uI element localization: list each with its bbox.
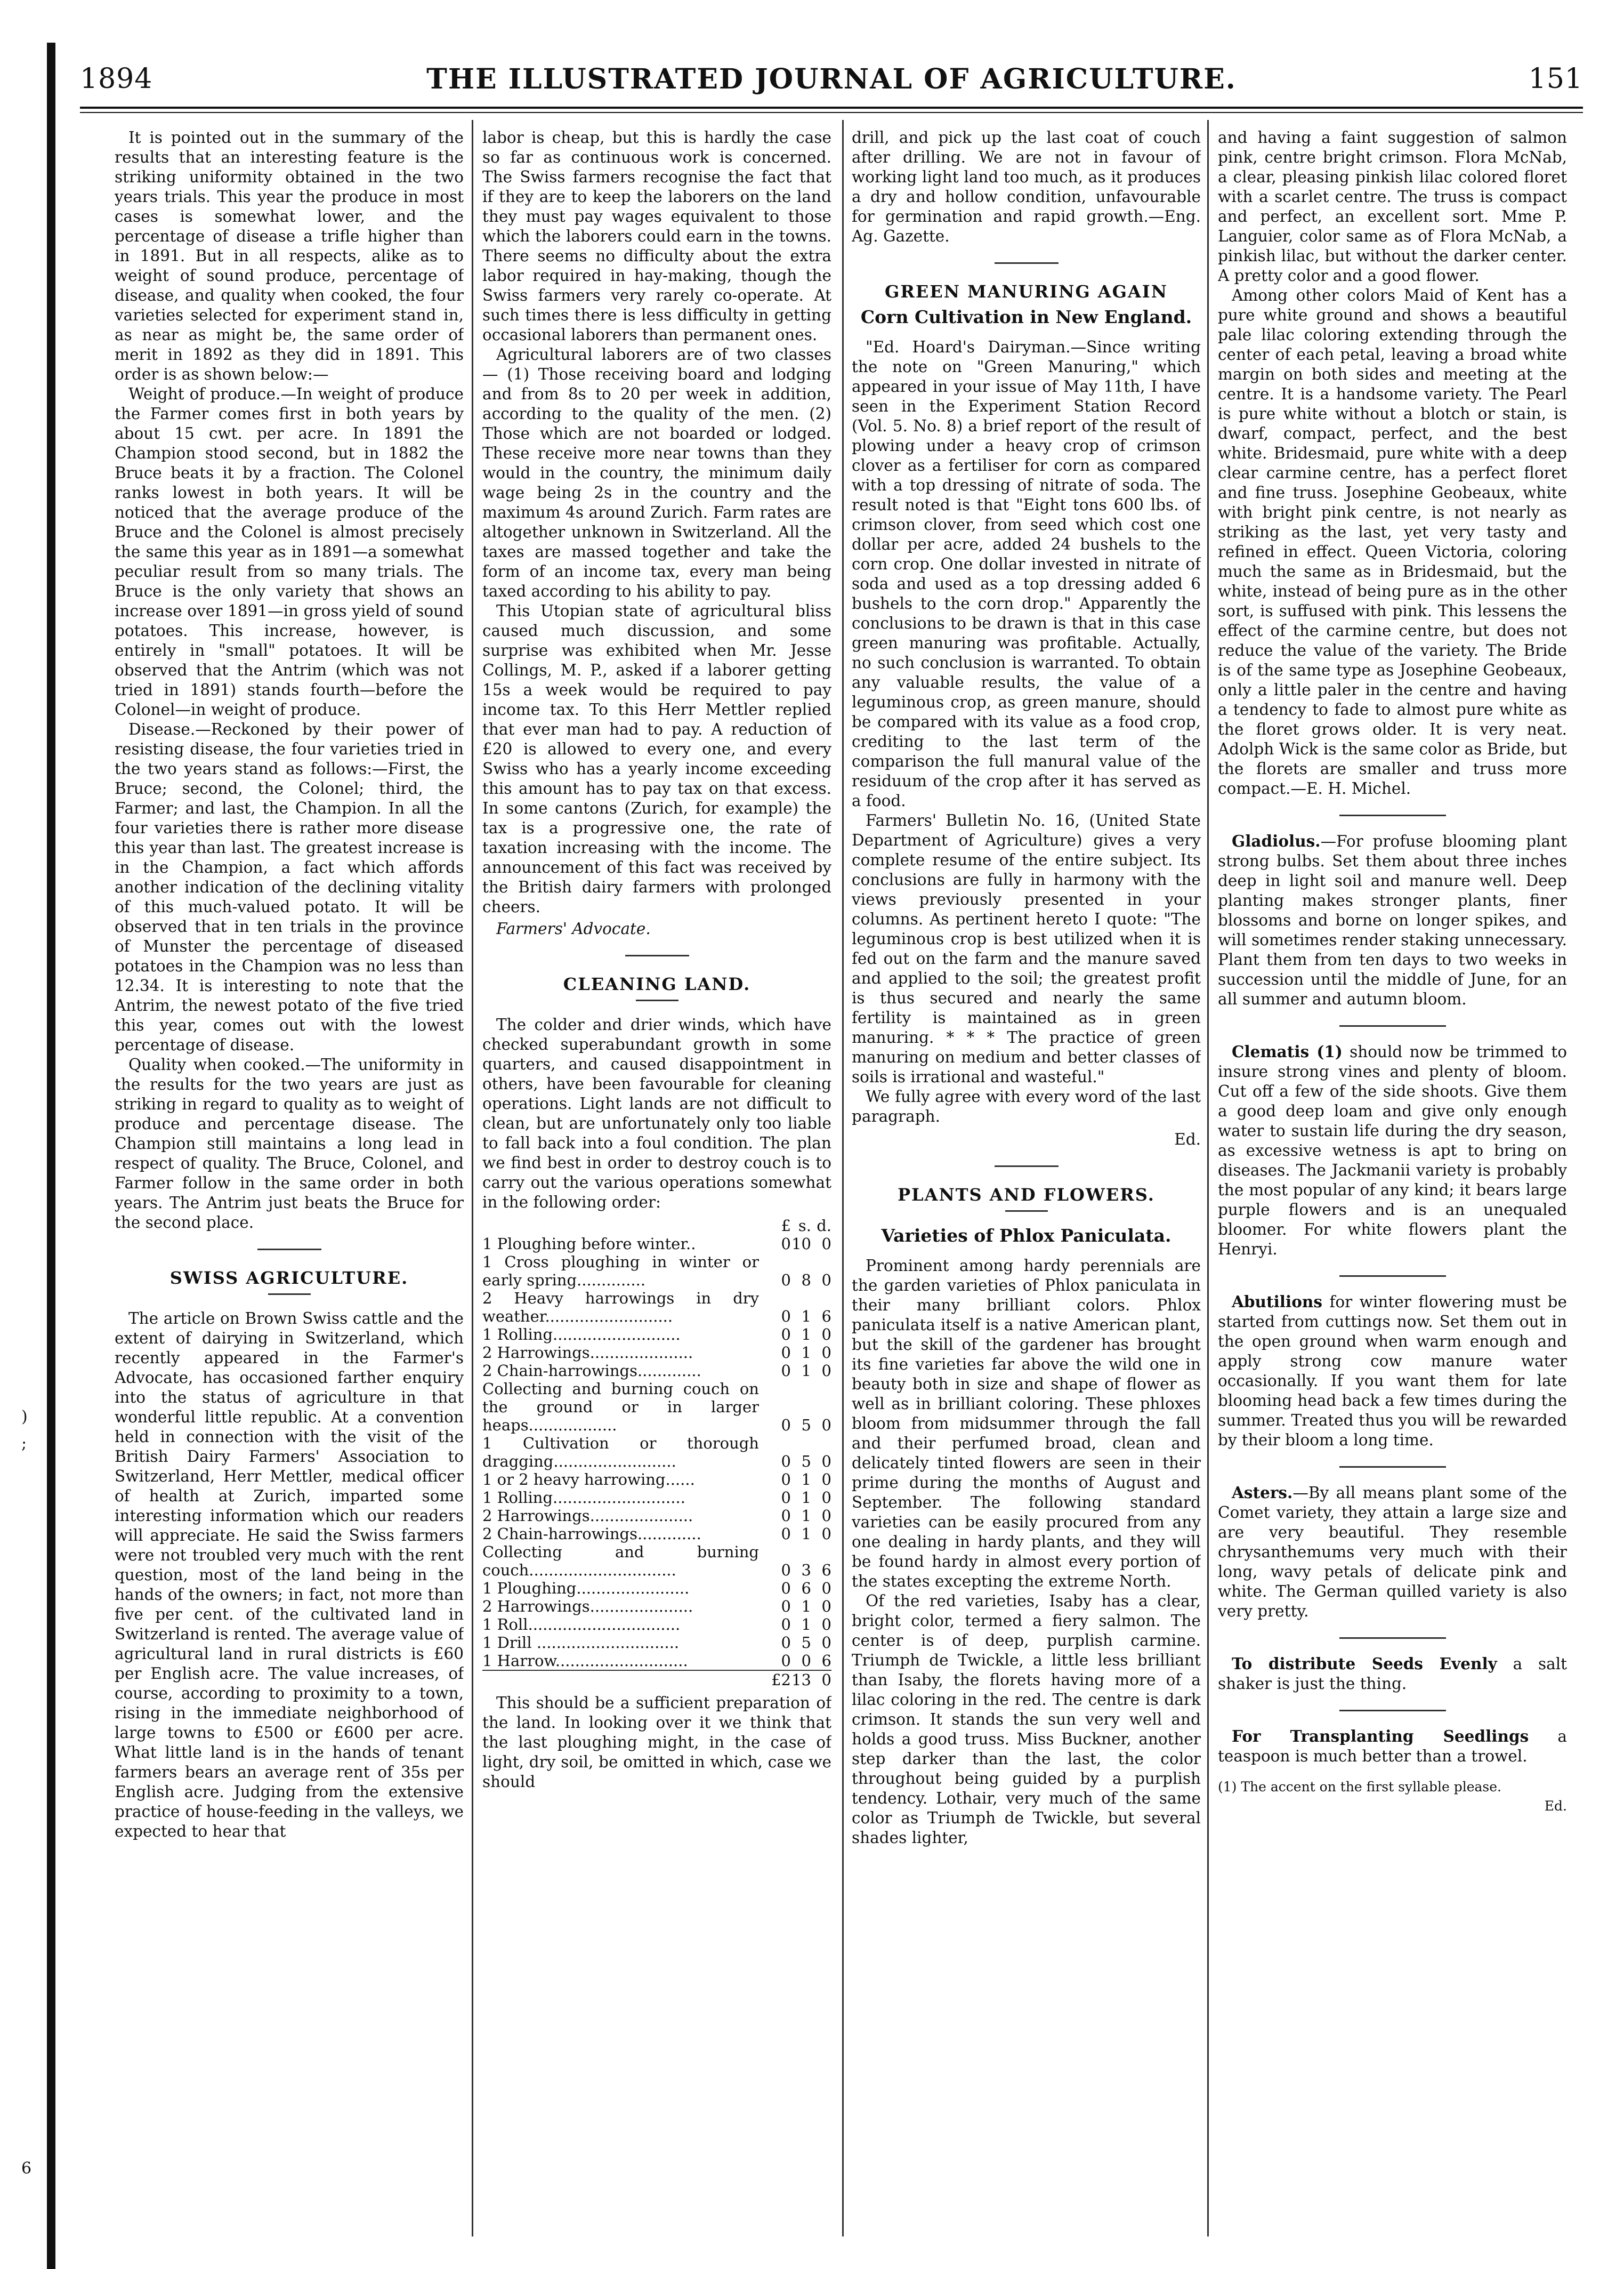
operation-cell: 2 Chain-harrowings.............	[482, 1362, 701, 1380]
amount-cell: 1	[801, 1488, 811, 1507]
table-row	[482, 1362, 831, 1380]
amount-cell: 10	[791, 1235, 811, 1253]
paragraph: drill, and pick up the last coat of couch after drilling. We are not in favour of working light land too much, as it produces a dry and hollow condition, unfavourable for germination and rapid growth.—Eng. Ag. Gazette.	[852, 128, 1201, 245]
operation-cell: 1 Rolling..........................	[482, 1325, 681, 1343]
table-row	[482, 1488, 831, 1507]
amount-cell: 0	[781, 1579, 791, 1597]
table-row	[482, 1615, 831, 1634]
amount-cell: 0	[781, 1343, 791, 1362]
total-pence: 0	[821, 1671, 831, 1689]
section-separator	[625, 955, 689, 956]
paragraph-text: —For profuse blooming plant strong bulbs. Set them about three inches deep in light soil and manure well. Deep planting makes stronger plants, finer blossoms and borne on longer spikes, and will sometimes render staking unnecessary. Plant them from ten days to two weeks in succession until the middle of June, for an all summer and autumn bloom.	[1218, 832, 1567, 1008]
total-pounds: £2	[771, 1671, 791, 1689]
run-in-heading: Gladiolus.	[1232, 832, 1321, 850]
section-heading: PLANTS AND FLOWERS.	[898, 1185, 1155, 1205]
amount-cell: 0	[781, 1634, 791, 1652]
operation-cell: Collecting and burning couch..............................	[482, 1543, 759, 1579]
column-2	[482, 128, 831, 2228]
table-header-row	[482, 1217, 831, 1235]
amount-cell: 0	[781, 1507, 791, 1525]
amount-cell: 0	[781, 1597, 791, 1615]
amount-cell: 0	[821, 1362, 831, 1380]
operation-cell: 1 Roll...............................	[482, 1615, 681, 1634]
section-separator	[1339, 1710, 1446, 1711]
amount-cell: 0	[781, 1652, 791, 1670]
paragraph	[1218, 831, 1567, 1009]
amount-cell: 0	[781, 1615, 791, 1634]
paragraph: Quality when cooked.—The uniformity in the results for the two years are just as striking in regard to quality as to weight of produce and percentage disease. The Champion still maintains a long lead in respect of quality. The Bruce, Colonel, and Farmer follow in the same order in both years. The Antrim just beats the Bruce for the second place.	[115, 1056, 464, 1232]
paragraph: This should be a sufficient preparation of the land. In looking over it we think that the last ploughing might, in the case of light, dry soil, be omitted in which, case we should	[482, 1694, 831, 1791]
paragraph	[1218, 1292, 1567, 1450]
amount-cell: 0	[821, 1488, 831, 1507]
amount-cell: 0	[781, 1525, 791, 1543]
table-row	[482, 1434, 831, 1470]
section-subheading: Corn Cultivation in New England.	[860, 307, 1192, 327]
paragraph	[1218, 1654, 1567, 1694]
column-4	[1218, 128, 1567, 2228]
operation-cell: 2 Harrowings.....................	[482, 1343, 693, 1362]
operation-cell: 2 Harrowings.....................	[482, 1507, 693, 1525]
column-3	[852, 128, 1201, 2228]
amount-cell: 0	[821, 1343, 831, 1362]
table-header-cell: d.	[817, 1217, 831, 1235]
paragraph: The article on Brown Swiss cattle and the extent of dairying in Switzerland, which recently appeared in the Farmer's Advocate, has occasioned farther enquiry into the status of agriculture in that wonderful little republic. At a convention held in connection with the visit of the British Dairy Farmers' Association to Switzerland, Herr Mettler, medical officer of health at Zurich, imparted some interesting information which our readers will appreciate. He said the Swiss farmers were not troubled very much with the rent question, most of the land being in the hands of the owners; in fact, not more than five per cent. of the cultivated land in Switzerland is rented. The average value of agricultural land in rural districts is £60 per English acre. The value increases, of course, according to proximity to a town, rising in the immediate neighborhood of large towns to £500 or £600 per acre. What little land is in the hands of tenant farmers bears an average rent of 35s per English acre. Judging from the extensive practice of house-feeding in the valleys, we expected to hear that	[115, 1309, 464, 1840]
table-row	[482, 1507, 831, 1525]
amount-cell: 0	[781, 1325, 791, 1343]
margin-mark: 6	[21, 2159, 32, 2178]
page-number: 151	[1528, 63, 1583, 95]
heading-rule	[636, 1000, 678, 1001]
amount-cell: 5	[801, 1452, 811, 1470]
run-in-heading: Abutilions	[1232, 1292, 1322, 1311]
amount-cell: 0	[821, 1579, 831, 1597]
paragraph	[1218, 1726, 1567, 1766]
amount-cell: 6	[821, 1561, 831, 1579]
amount-cell: 3	[801, 1561, 811, 1579]
column-1	[115, 128, 464, 2228]
table-row	[482, 1525, 831, 1543]
table-header-cell: s.	[798, 1217, 811, 1235]
amount-cell: 0	[781, 1235, 791, 1253]
section-heading: GREEN MANURING AGAIN	[885, 281, 1168, 302]
paragraph-text: a teaspoon is much better than a trowel.	[1218, 1727, 1567, 1765]
amount-cell: 0	[821, 1271, 831, 1289]
paragraph: Among other colors Maid of Kent has a pure white ground and shows a beautiful pale lilac coloring extending through the center of each petal, leaving a broad white margin on both sides and meeting at the centre. It is a handsome variety. The Pearl is pure white without a blotch or stain, is dwarf, compact, perfect, and the best white. Bridesmaid, pure white with a deep clear carmine centre, has a perfect floret and fine truss. Josephine Geobeaux, white with bright pink centre, is not nearly as striking as the last, yet very tasty and refined in effect. Queen Victoria, coloring much the same as in Bridesmaid, but the white, instead of being pure as in the other sort, is suffused with pink. This lessens the effect of the carmine centre, but does not reduce the value of the variety. The Bride is of the same type as Josephine Geobeaux, only a little paler in the centre and having a tendency to fade to almost pure white as the floret grows older. It is very neat. Adolph Wick is the same color as Bride, but the florets are smaller and truss more compact.—E. H. Michel.	[1218, 286, 1567, 798]
operation-cell: 2 Heavy harrowings in dry weather..........................	[482, 1289, 759, 1325]
amount-cell: 5	[801, 1416, 811, 1434]
run-in-heading: To distribute Seeds Evenly	[1232, 1654, 1497, 1673]
paragraph: and having a faint suggestion of salmon pink, centre bright crimson. Flora McNab, a clear, pleasing pinkish lilac colored floret with a scarlet centre. The truss is compact and perfect, an excellent sort. Mme P. Languier, color same as of Flora McNab, a pinkish lilac, but without the darker center. A pretty color and a good flower.	[1218, 128, 1567, 285]
section-separator	[995, 262, 1059, 264]
paragraph: Farmers' Bulletin No. 16, (United State Department of Agriculture) gives a very complete resume of the entire subject. Its conclusions are fully in harmony with the views previously presented in your columns. As pertinent hereto I quote: "The leguminous crop is best utilized when it is fed out on the farm and the manure saved and applied to the soil; the greatest profit is thus secured and nearly the same fertility is maintained as in green manuring. * * * The practice of green manuring on medium and better classes of soils is irrational and wasteful."	[852, 811, 1201, 1086]
footnote	[1218, 1779, 1567, 1814]
section-subheading: Varieties of Phlox Paniculata.	[881, 1225, 1171, 1246]
amount-cell: 1	[801, 1507, 811, 1525]
amount-cell: 0	[821, 1507, 831, 1525]
run-in-heading: For Transplanting Seedlings	[1232, 1727, 1529, 1745]
amount-cell: 1	[801, 1615, 811, 1634]
table-row	[482, 1380, 831, 1434]
amount-cell: 0	[821, 1416, 831, 1434]
amount-cell: 5	[801, 1634, 811, 1652]
column-divider	[1207, 120, 1209, 2236]
operation-cell: 1 Harrow...........................	[482, 1652, 688, 1670]
amount-cell: 6	[821, 1307, 831, 1325]
paragraph-text: for winter flowering must be started from cuttings now. Set them out in the open ground when warm enough and apply strong cow manure water occasionally. If you want them for late blooming head back a few times during the summer. Treated thus you will be rewarded by their bloom a long time.	[1218, 1293, 1567, 1449]
paragraph: Prominent among hardy perennials are the garden varieties of Phlox paniculata in their many brilliant colors. Phlox paniculata itself is a native American plant, but the skill of the gardener has brought its fine varieties far above the wild one in beauty both in size and shape of flower as well as in brilliant coloring. These phloxes bloom from midsummer through the fall and their perfumed broad, clean and delicately tinted flowers are seen in their prime during the months of August and September. The following standard varieties can be easily procured from any one dealing in hardy plants, and they will be found hardy in almost every portion of the states excepting the extreme North.	[852, 1257, 1201, 1590]
table-row	[482, 1543, 831, 1579]
amount-cell: 1	[801, 1307, 811, 1325]
table-row	[482, 1325, 831, 1343]
column-divider	[472, 120, 473, 2236]
header-rule-thin	[80, 112, 1583, 113]
amount-cell: 8	[801, 1271, 811, 1289]
amount-cell: 0	[821, 1325, 831, 1343]
table-row	[482, 1652, 831, 1670]
section-separator	[1339, 1466, 1446, 1468]
amount-cell: 1	[801, 1325, 811, 1343]
table-header-cell: £	[781, 1217, 791, 1235]
amount-cell: 0	[821, 1634, 831, 1652]
run-in-heading: Asters.	[1232, 1483, 1293, 1502]
section-heading: SWISS AGRICULTURE.	[169, 1268, 409, 1288]
amount-cell: 0	[821, 1470, 831, 1488]
section-heading: CLEANING LAND.	[563, 974, 751, 994]
table-row	[482, 1289, 831, 1325]
table-row	[482, 1579, 831, 1597]
amount-cell: 0	[781, 1470, 791, 1488]
amount-cell: 0	[821, 1235, 831, 1253]
paragraph: Weight of produce.—In weight of produce the Farmer comes first in both years by about 15 cwt. per acre. In 1891 the Champion stood second, but in 1882 the Bruce beats it by a fraction. The Colonel ranks lowest in both years. It will be noticed that the average produce of the Bruce and the Colonel is almost precisely the same this year as in 1891—a somewhat peculiar result from so many trials. The Bruce is the only variety that shows an increase over 1891—in gross yield of sound potatoes. This increase, however, is entirely in "small" potatoes. It will be observed that the Antrim (which was not tried in 1891) stands fourth—before the Colonel—in weight of produce.	[115, 385, 464, 719]
section-separator	[257, 1249, 321, 1250]
section-separator	[995, 1165, 1059, 1167]
footnote-text: (1) The accent on the first syllable please.	[1218, 1779, 1501, 1795]
paragraph	[1218, 1042, 1567, 1259]
binding-edge	[47, 43, 55, 2269]
amount-cell: 0	[821, 1525, 831, 1543]
operation-cell: 1 Cultivation or thorough dragging.........................	[482, 1434, 759, 1470]
column-divider	[842, 120, 844, 2236]
margin-mark: ;	[21, 1434, 27, 1453]
operation-cell: 1 Cross ploughing in winter or early spring..............	[482, 1253, 759, 1289]
amount-cell: 0	[781, 1452, 791, 1470]
operation-cell: 2 Harrowings.....................	[482, 1597, 693, 1615]
operation-cell: 2 Chain-harrowings.............	[482, 1525, 701, 1543]
paragraph	[1218, 1483, 1567, 1621]
total-shillings: 13	[791, 1671, 811, 1689]
operation-cell: Collecting and burning couch on the ground or in larger heaps..................	[482, 1380, 759, 1434]
amount-cell: 1	[801, 1597, 811, 1615]
table-row	[482, 1597, 831, 1615]
paragraph-text: —By all means plant some of the Comet variety, they attain a large size and are very beautiful. They resemble chrysanthemums very much with their long, wavy petals of delicate pink and white. The German quilled variety is also very pretty.	[1218, 1484, 1567, 1620]
paragraph: This Utopian state of agricultural bliss caused much discussion, and some surprise was exhibited when Mr. Jesse Collings, M. P., asked if a laborer getting 15s a week would be required to pay income tax. To this Herr Mettler replied that ever man had to pay. A reduction of £20 is allowed to every one, and every Swiss who has a yearly income exceeding this amount has to pay tax on that excess. In some cantons (Zurich, for example) the tax is a progressive one, the rate of taxation increasing with the income. The announcement of this fact was received by the British dairy farmers with prolonged cheers.	[482, 602, 831, 916]
header-year: 1894	[80, 63, 153, 95]
amount-cell: 1	[801, 1362, 811, 1380]
paragraph: Disease.—Reckoned by their power of resisting disease, the four varieties tried in the two years stand as follows:—First, the Bruce; second, the Colonel; third, the Farmer; and last, the Champion. In all the four varieties there is rather more disease this year than last. The greatest increase is in the Champion, a fact which affords another indication of the declining vitality of this much-valued potato. It will be observed that in ten trials in the province of Munster the percentage of diseased potatoes in the Champion was no less than 12.34. It is interesting to note that the Antrim, the newest potato of the five tried this year, comes out with the lowest percentage of disease.	[115, 720, 464, 1054]
footnote-signature: Ed.	[1544, 1798, 1567, 1814]
page-header	[80, 63, 1583, 106]
amount-cell: 0	[801, 1652, 811, 1670]
paragraph-text: should now be trimmed to insure strong vines and plenty of bloom. Cut off a few of the side shoots. Give them a good deep loam and give only enough water to sustain life during the dry season, as excessive wetness is apt to bring on diseases. The Jackmanii variety is probably the most popular of any kind; it bears large purple flowers and is an unequaled bloomer. For white flowers plant the Henryi.	[1218, 1043, 1567, 1258]
table-row	[482, 1253, 831, 1289]
section-separator	[1339, 815, 1446, 816]
section-separator	[1339, 1637, 1446, 1639]
paragraph: It is pointed out in the summary of the results that an interesting feature is the striking uniformity obtained in the two years trials. This year the produce in most cases is somewhat lower, and the percentage of disease a trifle higher than in 1891. But in all respects, alike as to weight of sound produce, percentage of disease, and quality when cooked, the four varieties selected for experiment stand in, as near as might be, the same order of merit in 1892 as they did in 1891. This order is as shown below:—	[115, 128, 464, 383]
table-row	[482, 1343, 831, 1362]
operation-cell: 1 Ploughing before winter..	[482, 1235, 696, 1253]
section-separator	[1339, 1025, 1446, 1027]
table-row	[482, 1235, 831, 1253]
table-total-row	[482, 1670, 831, 1689]
paragraph: "Ed. Hoard's Dairyman.—Since writing the note on "Green Manuring," which appeared in your issue of May 11th, I have seen in the Experiment Station Record (Vol. 5. No. 8) a brief report of the result of plowing under a heavy crop of crimson clover as a fertiliser for corn as compared with a top dressing of nitrate of soda. The result noted is that "Eight tons 600 lbs. of crimson clover, from seed which cost one dollar per acre, added 24 bushels to the corn crop. One dollar invested in nitrate of soda and used as a top dressing added 6 bushels to the corn drop." Apparently the conclusions to be drawn is that in this case green manuring was profitable. Actually, no such conclusion is warranted. To obtain any valuable results, the value of a leguminous crop, as green manure, should be compared with its value as a food crop, crediting to the last term of the comparison the full manural value of the residuum of the crop after it has served as a food.	[852, 338, 1201, 810]
amount-cell: 6	[801, 1579, 811, 1597]
amount-cell: 0	[821, 1452, 831, 1470]
amount-cell: 6	[821, 1652, 831, 1670]
amount-cell: 0	[781, 1561, 791, 1579]
run-in-heading: Clematis (1)	[1232, 1042, 1343, 1061]
amount-cell: 0	[781, 1307, 791, 1325]
paragraph: Agricultural laborers are of two classes — (1) Those receiving board and lodging and from 8s to 20 per week in addition, according to the quality of the men. (2) Those which are not boarded or lodged. These receive more near towns than they would in the country, the minimum daily wage being 2s in the country and the maximum 4s around Zurich. Farm rates are altogether unknown in Switzerland. All the taxes are massed together and take the form of an income tax, every man being taxed according to his ability to pay.	[482, 345, 831, 600]
amount-cell: 0	[781, 1362, 791, 1380]
heading-rule	[1005, 1210, 1048, 1212]
paragraph: We fully agree with every word of the last paragraph.	[852, 1088, 1201, 1125]
amount-cell: 0	[781, 1271, 791, 1289]
amount-cell: 1	[801, 1343, 811, 1362]
paragraph-text: a salt shaker is just the thing.	[1218, 1655, 1567, 1693]
heading-rule	[268, 1293, 311, 1295]
paragraph: labor is cheap, but this is hardly the case so far as continuous work is concerned. The Swiss farmers recognise the fact that if they are to keep the laborers on the land they must pay wages equivalent to those which the laborers could earn in the towns. There seems no difficulty about the extra labor required in hay-making, though the Swiss farmers very rarely co-operate. At such times there is less difficulty in getting occasional laborers than permanent ones.	[482, 128, 831, 344]
operation-cell: 1 Ploughing.......................	[482, 1579, 690, 1597]
source-credit: Farmers' Advocate.	[496, 920, 651, 938]
operation-cell: 1 or 2 heavy harrowing......	[482, 1470, 695, 1488]
journal-title: THE ILLUSTRATED JOURNAL OF AGRICULTURE.	[426, 63, 1237, 95]
table-row	[482, 1634, 831, 1652]
amount-cell: 1	[801, 1525, 811, 1543]
paragraph: Of the red varieties, Isaby has a clear, bright color, termed a fiery salmon. The center is of deep, purplish carmine. Triumph de Twickle, a little less brilliant than Isaby, the florets having more of a lilac coloring in the red. The centre is dark crimson. It stands the sun very well and holds a good truss. Miss Buckner, another step darker than the last, the color throughout being guided by a purplish tendency. Lothair, very much of the same color as Triumph de Twickle, but several shades lighter,	[852, 1592, 1201, 1847]
amount-cell: 0	[781, 1416, 791, 1434]
amount-cell: 0	[821, 1615, 831, 1634]
operation-cell: 1 Rolling...........................	[482, 1488, 685, 1507]
paragraph: The colder and drier winds, which have checked superabundant growth in some quarters, and caused disappointment in others, have been favourable for cleaning operations. Light lands are not difficult to clean, but are unfortunately only too liable to fall back into a foul condition. The plan we find best in order to destroy couch is to carry out the various operations somewhat in the following order:	[482, 1016, 831, 1211]
table-row	[482, 1470, 831, 1488]
amount-cell: 1	[801, 1470, 811, 1488]
amount-cell: 0	[781, 1488, 791, 1507]
cost-table	[482, 1217, 831, 1689]
operation-cell: 1 Drill .............................	[482, 1634, 680, 1652]
amount-cell: 0	[821, 1597, 831, 1615]
editor-signature: Ed.	[1174, 1130, 1201, 1148]
header-rule-thick	[80, 107, 1583, 109]
section-separator	[1339, 1275, 1446, 1277]
margin-mark: )	[21, 1407, 28, 1426]
